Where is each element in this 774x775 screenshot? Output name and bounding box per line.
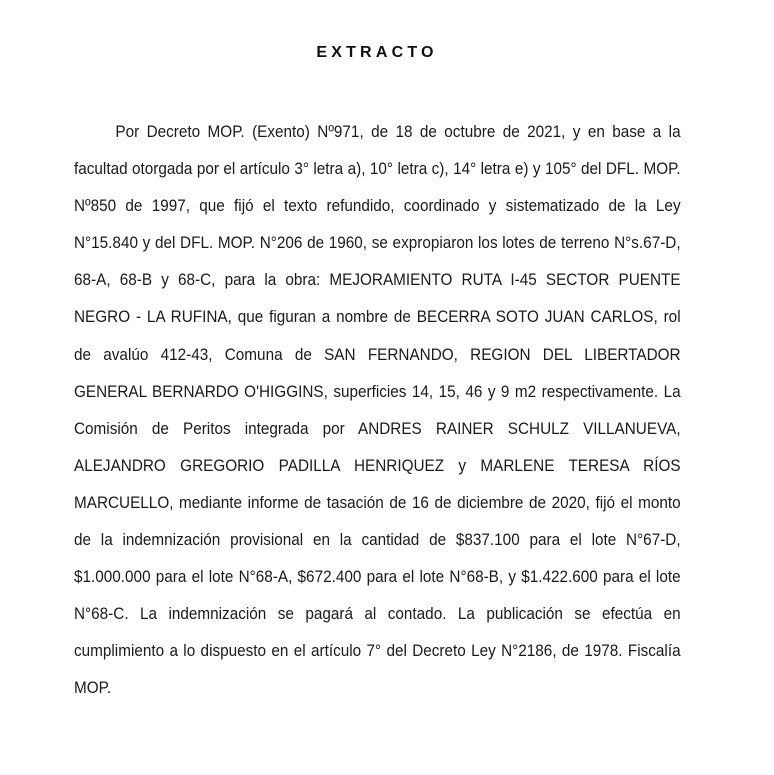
document-title: EXTRACTO xyxy=(316,44,438,61)
document-body xyxy=(74,113,681,707)
body-paragraph: Por Decreto MOP. (Exento) Nº971, de 18 de octubre de 2021, y en base a la facultad otorgada por el artículo 3° letra a), 10° letra c), 14° letra e) y 105° del DFL. MOP. Nº850 de 1997, que fijó el texto refundido, coordinado y sistematizado de la Ley N°15.840 y del DFL. MOP. N°206 de 1960, se expropiaron los lotes de terreno N°s.67-D, 68-A, 68-B y 68-C, para la obra: MEJORAMIENTO RUTA I-45 SECTOR PUENTE NEGRO - LA RUFINA, que figuran a nombre de BECERRA SOTO JUAN CARLOS, rol de avalúo 412-43, Comuna de SAN FERNANDO, REGION DEL LIBERTADOR GENERAL BERNARDO O'HIGGINS, superficies 14, 15, 46 y 9 m2 respectivamente. La Comisión de Peritos integrada por ANDRES RAINER SCHULZ VILLANUEVA, ALEJANDRO GREGORIO PADILLA HENRIQUEZ y MARLENE TERESA RÍOS MARCUELLO, mediante informe de tasación de 16 de diciembre de 2020, fijó el monto de la indemnización provisional en la cantidad de $837.100 para el lote N°67-D, $1.000.000 para el lote N°68-A, $672.400 para el lote N°68-B, y $1.422.600 para el lote N°68-C. La indemnización se pagará al contado. La publicación se efectúa en cumplimiento a lo dispuesto en el artículo 7° del Decreto Ley N°2186, de 1978. Fiscalía MOP. xyxy=(74,122,681,698)
